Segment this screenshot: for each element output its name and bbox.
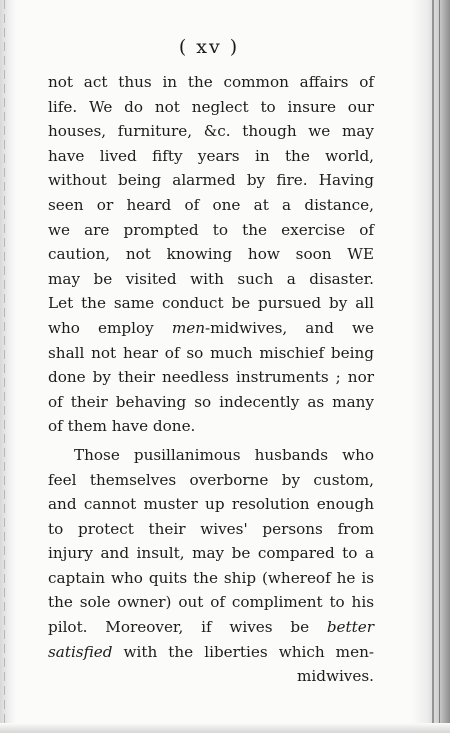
text-line: done by their needless instruments ; nor <box>48 368 374 387</box>
text-line: injury and insult, may be compared to a <box>48 544 374 563</box>
text-line: houses, furniture, &c. though we may <box>48 122 374 141</box>
text-line: of their behaving so indecently as many <box>48 392 374 411</box>
text-line: the sole owner) out of compliment to his <box>48 593 374 612</box>
text-line: who employ men-midwives, and we <box>48 318 374 337</box>
text-line: and cannot muster up resolution enough <box>48 495 374 514</box>
page-left-edge <box>0 0 16 733</box>
catchword: midwives. <box>296 667 374 686</box>
paragraph-1 <box>48 70 374 439</box>
text-line: captain who quits the ship (whereof he is <box>48 568 374 587</box>
text-line: Those pusillanimous husbands who <box>74 445 374 464</box>
text-line: Let the same conduct be pursued by all <box>48 294 374 313</box>
text-line: feel themselves overborne by custom, <box>48 470 374 489</box>
text-line: satisfied with the liberties which men- <box>48 642 374 661</box>
text-line: to protect their wives' persons from <box>48 519 374 538</box>
text-line: pilot. Moreover, if wives be better <box>48 618 374 637</box>
text-line: life. We do not neglect to insure our <box>48 97 374 116</box>
text-line: of them have done. <box>48 417 196 436</box>
text-line: without being alarmed by fire. Having <box>48 171 374 190</box>
text-line: seen or heard of one at a distance, <box>48 195 374 214</box>
text-line: we are prompted to the exercise of <box>48 220 374 239</box>
paragraph-2 <box>48 443 374 689</box>
page-fold-line <box>432 0 434 733</box>
page-fold-line <box>439 0 440 733</box>
page-bottom-edge <box>0 723 450 733</box>
body-text <box>48 70 374 689</box>
page-number: ( xv ) <box>178 36 240 58</box>
text-line: shall not hear of so much mischief being <box>48 343 374 362</box>
text-line: have lived fifty years in the world, <box>48 146 374 165</box>
text-line: not act thus in the common affairs of <box>48 73 374 91</box>
page-right-edge <box>412 0 450 733</box>
text-line: may be visited with such a disaster. <box>48 269 374 288</box>
text-line: caution, not knowing how soon WE <box>48 245 374 264</box>
